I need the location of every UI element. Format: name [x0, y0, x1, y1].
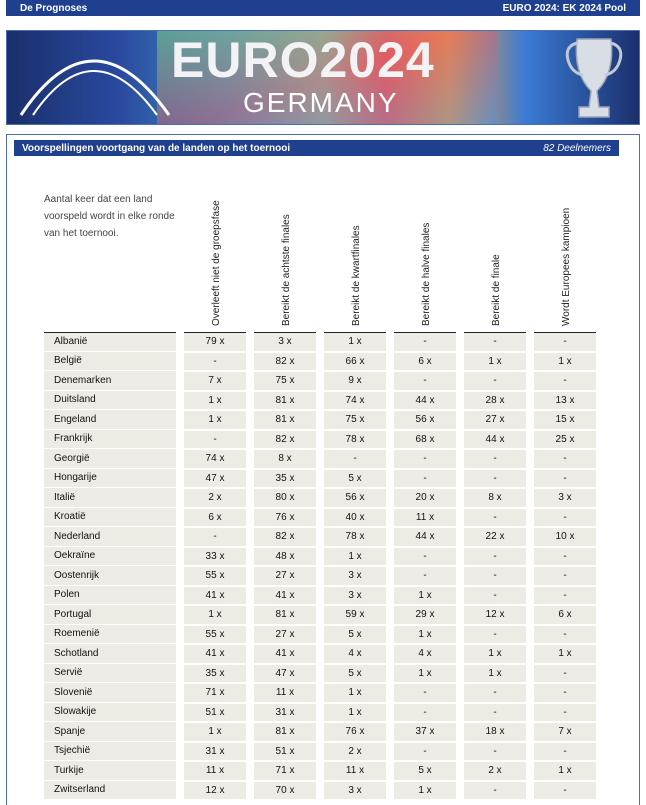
prediction-count: -	[464, 449, 526, 469]
column-header-champion: Wordt Europees kampioen	[561, 207, 572, 326]
prediction-count: 31 x	[184, 742, 246, 762]
prediction-count: 10 x	[534, 527, 596, 547]
prediction-count: -	[464, 566, 526, 586]
prediction-count: 7 x	[184, 371, 246, 391]
prediction-count: 3 x	[324, 586, 386, 606]
table-row	[44, 664, 596, 684]
prediction-count: -	[534, 742, 596, 762]
country-name: Zwitserland	[44, 781, 176, 801]
prediction-count: 1 x	[324, 703, 386, 723]
prediction-count: -	[534, 781, 596, 801]
prediction-count: -	[394, 683, 456, 703]
prediction-count: 51 x	[184, 703, 246, 723]
prediction-count: 11 x	[184, 761, 246, 781]
prediction-count: 1 x	[464, 664, 526, 684]
prediction-count: -	[534, 332, 596, 352]
table-row	[44, 742, 596, 762]
prediction-count: 5 x	[324, 625, 386, 645]
prediction-count: -	[464, 625, 526, 645]
prediction-count: 44 x	[394, 527, 456, 547]
prediction-count: 40 x	[324, 508, 386, 528]
country-name: Denemarken	[44, 371, 176, 391]
prediction-count: 3 x	[324, 566, 386, 586]
prediction-count: 41 x	[184, 586, 246, 606]
country-name: Servië	[44, 664, 176, 684]
country-name: België	[44, 352, 176, 372]
country-name: Albanië	[44, 332, 176, 352]
table-row	[44, 625, 596, 645]
table-row	[44, 781, 596, 801]
table-row	[44, 371, 596, 391]
prediction-count: 51 x	[254, 742, 316, 762]
prediction-count: 27 x	[464, 410, 526, 430]
prediction-count: 75 x	[254, 371, 316, 391]
prediction-count: 1 x	[394, 781, 456, 801]
prediction-count: 41 x	[184, 644, 246, 664]
prediction-count: -	[534, 625, 596, 645]
prediction-count: 76 x	[254, 508, 316, 528]
column-header-round-of-16: Bereikt de achtste finales	[281, 214, 292, 326]
prediction-count: 2 x	[324, 742, 386, 762]
prediction-count: 6 x	[184, 508, 246, 528]
prediction-count: -	[394, 449, 456, 469]
prediction-count: -	[534, 683, 596, 703]
prediction-count: 3 x	[534, 488, 596, 508]
country-name: Slovenië	[44, 683, 176, 703]
header-right-title: EURO 2024: EK 2024 Pool	[502, 2, 626, 14]
banner-euro-text: EURO2024	[171, 32, 435, 88]
country-name: Tsjechië	[44, 742, 176, 762]
intro-text: Aantal keer dat een land voorspeld wordt in elke ronde van het toernooi.	[44, 194, 175, 239]
prediction-count: 1 x	[394, 625, 456, 645]
prediction-count: -	[464, 547, 526, 567]
top-header-bar	[6, 0, 640, 16]
prediction-count: 59 x	[324, 605, 386, 625]
prediction-count: 74 x	[324, 391, 386, 411]
prediction-count: 47 x	[184, 469, 246, 489]
column-header-quarterfinals: Bereikt de kwartfinales	[351, 225, 362, 326]
country-name: Slowakije	[44, 703, 176, 723]
prediction-count: 82 x	[254, 352, 316, 372]
prediction-count: -	[534, 703, 596, 723]
prediction-count: 66 x	[324, 352, 386, 372]
prediction-count: 25 x	[534, 430, 596, 450]
prediction-count: 68 x	[394, 430, 456, 450]
table-row	[44, 586, 596, 606]
prediction-count: 8 x	[254, 449, 316, 469]
prediction-count: 41 x	[254, 644, 316, 664]
country-name: Spanje	[44, 722, 176, 742]
prediction-count: 2 x	[184, 488, 246, 508]
prediction-count: 6 x	[394, 352, 456, 372]
table-row	[44, 352, 596, 372]
prediction-count: 18 x	[464, 722, 526, 742]
prediction-count: 2 x	[464, 761, 526, 781]
country-name: Oostenrijk	[44, 566, 176, 586]
prediction-count: 1 x	[534, 352, 596, 372]
prediction-count: 80 x	[254, 488, 316, 508]
prediction-count: -	[464, 332, 526, 352]
table-row	[44, 449, 596, 469]
prediction-count: 20 x	[394, 488, 456, 508]
table-row	[44, 644, 596, 664]
prediction-count: 11 x	[254, 683, 316, 703]
country-name: Oekraïne	[44, 547, 176, 567]
prediction-count: 1 x	[184, 722, 246, 742]
prediction-count: -	[464, 508, 526, 528]
prediction-count: 79 x	[184, 332, 246, 352]
prediction-count: -	[464, 742, 526, 762]
table-row	[44, 566, 596, 586]
prediction-count: -	[464, 703, 526, 723]
table-row	[44, 488, 596, 508]
prediction-count: 41 x	[254, 586, 316, 606]
participant-count: 82 Deelnemers	[543, 142, 611, 154]
table-row	[44, 683, 596, 703]
prediction-count: -	[534, 449, 596, 469]
table-row	[44, 332, 596, 352]
country-name: Georgië	[44, 449, 176, 469]
table-row	[44, 761, 596, 781]
country-name: Turkije	[44, 761, 176, 781]
column-header-group-stage: Overleeft niet de groepsfase	[211, 200, 222, 326]
prediction-count: 71 x	[184, 683, 246, 703]
prediction-count: 70 x	[254, 781, 316, 801]
prediction-count: -	[534, 664, 596, 684]
country-name: Italië	[44, 488, 176, 508]
prediction-count: 1 x	[534, 761, 596, 781]
country-name: Hongarije	[44, 469, 176, 489]
prediction-count: 48 x	[254, 547, 316, 567]
prediction-count: 3 x	[254, 332, 316, 352]
prediction-count: -	[464, 586, 526, 606]
prediction-count: 9 x	[324, 371, 386, 391]
banner-germany-text: GERMANY	[243, 87, 399, 118]
table-row	[44, 430, 596, 450]
header-left-title: De Prognoses	[20, 2, 88, 14]
column-header-semifinals: Bereikt de halve finales	[421, 222, 432, 326]
country-name: Schotland	[44, 644, 176, 664]
prediction-count: -	[534, 547, 596, 567]
prediction-count: 1 x	[394, 586, 456, 606]
prediction-count: -	[464, 469, 526, 489]
prediction-count: -	[394, 371, 456, 391]
table-row	[44, 547, 596, 567]
prediction-count: 12 x	[184, 781, 246, 801]
prediction-count: 75 x	[324, 410, 386, 430]
prediction-count: -	[184, 430, 246, 450]
country-name: Kroatië	[44, 508, 176, 528]
section-title: Voorspellingen voortgang van de landen op het toernooi	[22, 142, 291, 154]
prediction-count: 29 x	[394, 605, 456, 625]
prediction-count: 81 x	[254, 410, 316, 430]
prediction-count: 81 x	[254, 605, 316, 625]
euro2024-banner	[6, 30, 640, 125]
country-name: Frankrijk	[44, 430, 176, 450]
country-name: Portugal	[44, 605, 176, 625]
prediction-count: 4 x	[394, 644, 456, 664]
prediction-count: -	[534, 586, 596, 606]
prediction-count: -	[324, 449, 386, 469]
prediction-count: -	[394, 703, 456, 723]
prediction-count: 37 x	[394, 722, 456, 742]
table-row	[44, 605, 596, 625]
prediction-count: 15 x	[534, 410, 596, 430]
prediction-count: 1 x	[324, 547, 386, 567]
predictions-table	[44, 332, 596, 800]
prediction-count: 4 x	[324, 644, 386, 664]
prediction-count: 78 x	[324, 430, 386, 450]
prediction-count: 44 x	[394, 391, 456, 411]
prediction-count: 13 x	[534, 391, 596, 411]
prediction-count: 5 x	[394, 761, 456, 781]
prediction-count: 6 x	[534, 605, 596, 625]
table-row	[44, 722, 596, 742]
prediction-count: 33 x	[184, 547, 246, 567]
prediction-count: 11 x	[394, 508, 456, 528]
table-row	[44, 527, 596, 547]
prediction-count: 55 x	[184, 625, 246, 645]
prediction-count: 56 x	[394, 410, 456, 430]
table-row	[44, 391, 596, 411]
prediction-count: -	[184, 352, 246, 372]
country-name: Polen	[44, 586, 176, 606]
prediction-count: 5 x	[324, 469, 386, 489]
country-name: Roemenië	[44, 625, 176, 645]
section-header-bar	[14, 140, 619, 156]
table-row	[44, 469, 596, 489]
table-row	[44, 410, 596, 430]
column-header-final: Bereikt de finale	[491, 254, 502, 326]
prediction-count: 27 x	[254, 566, 316, 586]
uefa-logo-icon	[11, 37, 176, 119]
prediction-count: 1 x	[184, 410, 246, 430]
prediction-count: 44 x	[464, 430, 526, 450]
prediction-count: -	[464, 683, 526, 703]
prediction-count: 22 x	[464, 527, 526, 547]
prediction-count: 1 x	[464, 352, 526, 372]
prediction-count: 11 x	[324, 761, 386, 781]
prediction-count: 1 x	[184, 391, 246, 411]
prediction-count: -	[394, 547, 456, 567]
prediction-count: -	[394, 469, 456, 489]
prediction-count: 5 x	[324, 664, 386, 684]
prediction-count: 1 x	[324, 332, 386, 352]
prediction-count: 81 x	[254, 391, 316, 411]
trophy-icon	[559, 33, 629, 123]
prediction-count: 35 x	[254, 469, 316, 489]
prediction-count: 35 x	[184, 664, 246, 684]
prediction-count: 12 x	[464, 605, 526, 625]
prediction-count: 31 x	[254, 703, 316, 723]
prediction-count: 3 x	[324, 781, 386, 801]
table-row	[44, 703, 596, 723]
prediction-count: 76 x	[324, 722, 386, 742]
prediction-count: 81 x	[254, 722, 316, 742]
prediction-count: 82 x	[254, 430, 316, 450]
country-name: Nederland	[44, 527, 176, 547]
prediction-count: 74 x	[184, 449, 246, 469]
prediction-count: -	[534, 508, 596, 528]
prediction-count: 27 x	[254, 625, 316, 645]
prediction-count: -	[464, 371, 526, 391]
prediction-count: 1 x	[464, 644, 526, 664]
prediction-count: 8 x	[464, 488, 526, 508]
prediction-count: -	[184, 527, 246, 547]
prediction-count: -	[394, 742, 456, 762]
prediction-count: 78 x	[324, 527, 386, 547]
table-row	[44, 508, 596, 528]
prediction-count: 1 x	[534, 644, 596, 664]
prediction-count: -	[394, 566, 456, 586]
prediction-count: 56 x	[324, 488, 386, 508]
prediction-count: 55 x	[184, 566, 246, 586]
prediction-count: 71 x	[254, 761, 316, 781]
prediction-count: -	[464, 781, 526, 801]
country-name: Engeland	[44, 410, 176, 430]
prediction-count: -	[394, 332, 456, 352]
prediction-count: 7 x	[534, 722, 596, 742]
prediction-count: -	[534, 371, 596, 391]
prediction-count: 82 x	[254, 527, 316, 547]
prediction-count: 1 x	[184, 605, 246, 625]
prediction-count: -	[534, 469, 596, 489]
prediction-count: -	[534, 566, 596, 586]
prediction-count: 47 x	[254, 664, 316, 684]
country-name: Duitsland	[44, 391, 176, 411]
prediction-count: 1 x	[394, 664, 456, 684]
prediction-count: 1 x	[324, 683, 386, 703]
prediction-count: 28 x	[464, 391, 526, 411]
